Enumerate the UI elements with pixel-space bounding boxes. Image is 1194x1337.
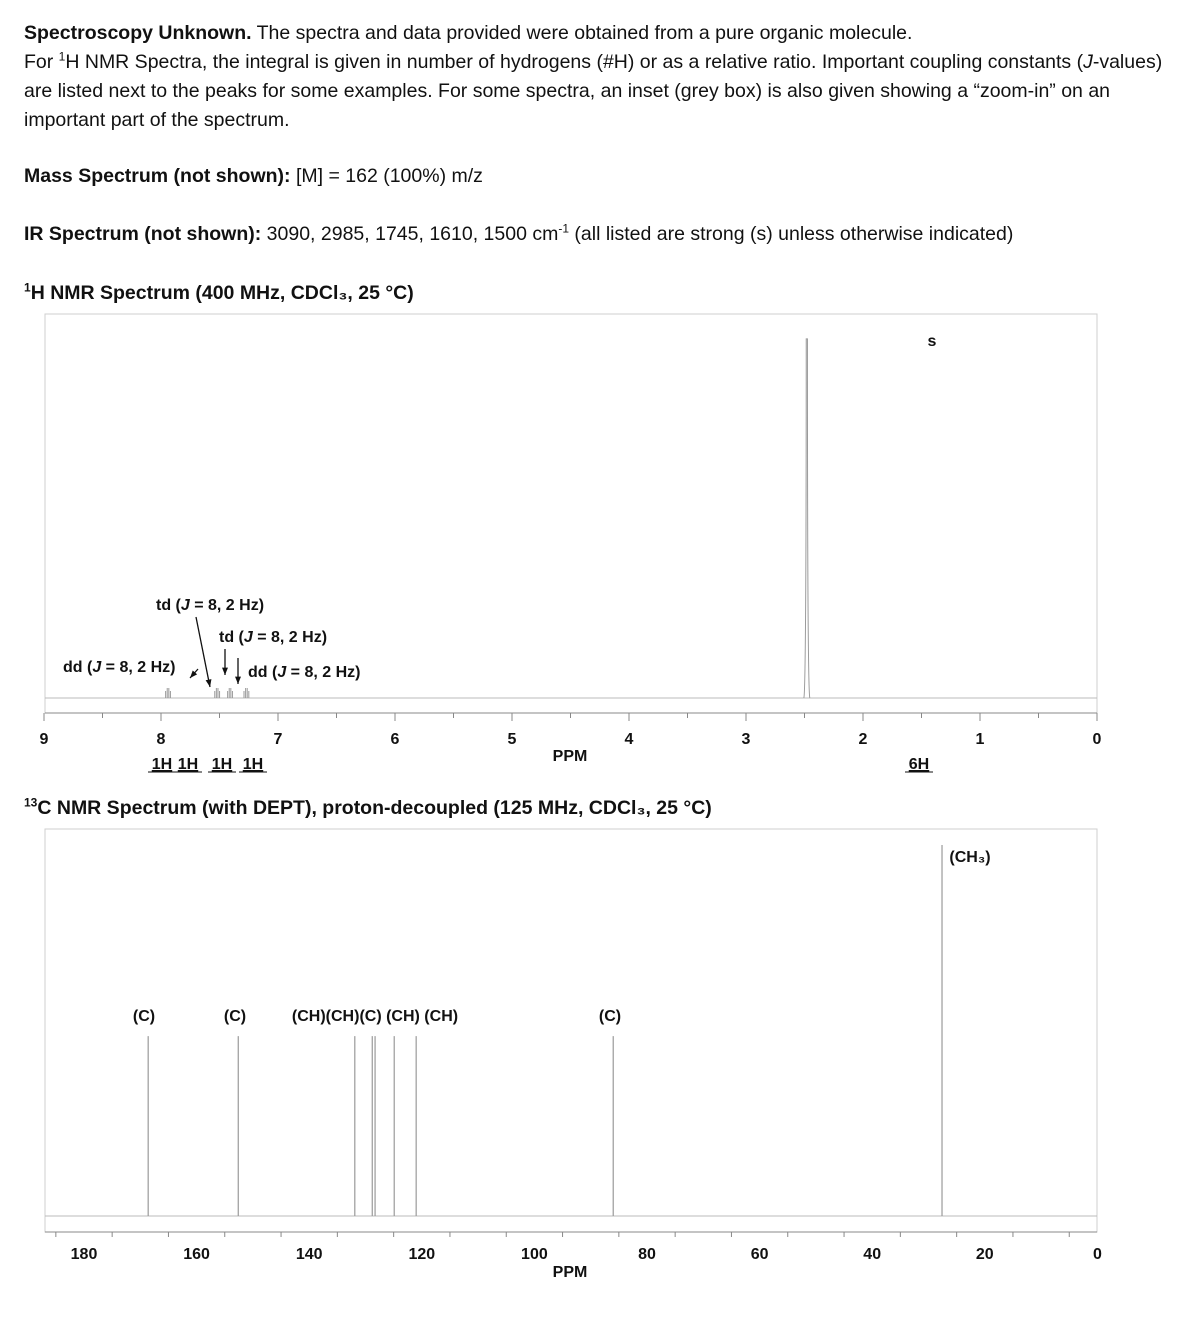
ir-sup: -1 <box>558 221 569 236</box>
cnmr-dept-label: (C) <box>223 1008 247 1025</box>
hnmr-heading-sup: 1 <box>24 280 31 295</box>
ir-label: IR Spectrum (not shown): <box>24 223 262 245</box>
hnmr-annotation-td-1: td (J = 8, 2 Hz) <box>156 597 265 614</box>
cnmr-chart <box>0 815 1194 1295</box>
hnmr-annotation-dd-2: dd (J = 8, 2 Hz) <box>248 664 361 681</box>
hnmr-peak-0 <box>166 688 171 698</box>
hnmr-tick-label: 4 <box>624 731 634 748</box>
hnmr-tick-label: 2 <box>858 731 868 748</box>
intro-p2c: -values) are listed next to the peaks for some examples. For some spectra, an inset (grey box) is also given showing a “zoom-in” on an important part of the spectrum. <box>24 51 1163 131</box>
hnmr-integral-label: 1H <box>177 756 199 773</box>
mass-label: Mass Spectrum (not shown): <box>24 165 291 187</box>
intro-sup: 1 <box>58 49 66 64</box>
hnmr-arrow-td-2-head <box>222 668 228 675</box>
cnmr-tick-label: 160 <box>183 1246 210 1263</box>
ir-value-a: 3090, 2985, 1745, 1610, 1500 cm <box>261 223 559 245</box>
hnmr-arrow-dd-2-head <box>235 677 241 684</box>
hnmr-peak-2 <box>228 688 233 698</box>
intro-j: J <box>1083 51 1093 73</box>
hnmr-integral-label: 1H <box>151 756 173 773</box>
hnmr-arrow-td-1-head <box>206 679 212 687</box>
cnmr-tick-label: 60 <box>750 1246 769 1263</box>
hnmr-annotation-s: s <box>927 333 937 350</box>
hnmr-x-axis-label: PPM <box>552 748 588 765</box>
hnmr-integral-label: 1H <box>211 756 233 773</box>
cnmr-tick-label: 140 <box>295 1246 323 1263</box>
cnmr-dept-label: (CH₃) <box>949 849 991 866</box>
cnmr-dept-label: (C) <box>598 1008 622 1025</box>
mass-value: [M] = 162 (100%) m/z <box>290 165 483 187</box>
hnmr-tick-label: 9 <box>39 731 49 748</box>
cnmr-dept-label: (C) <box>132 1008 156 1025</box>
hnmr-peak-1 <box>215 688 220 698</box>
cnmr-tick-label: 0 <box>1092 1246 1102 1263</box>
hnmr-annotation-td-2: td (J = 8, 2 Hz) <box>219 629 328 646</box>
intro-p2b: H NMR Spectra, the integral is given in number of hydrogens (#H) or as a relative ratio. Important coupling constants ( <box>65 51 1084 73</box>
hnmr-tick-label: 3 <box>741 731 751 748</box>
intro-paragraph <box>24 19 1184 135</box>
hnmr-peak-4 <box>804 339 810 698</box>
mass-spectrum-line <box>24 165 483 188</box>
hnmr-tick-label: 6 <box>390 731 400 748</box>
cnmr-heading-sup: 13 <box>24 795 38 810</box>
hnmr-tick-label: 5 <box>507 731 517 748</box>
intro-title: Spectroscopy Unknown. <box>24 22 252 44</box>
hnmr-tick-label: 7 <box>273 731 283 748</box>
cnmr-tick-label: 80 <box>638 1246 656 1263</box>
cnmr-tick-label: 40 <box>863 1246 882 1263</box>
cnmr-tick-label: 20 <box>975 1246 994 1263</box>
cnmr-tick-label: 120 <box>408 1246 436 1263</box>
hnmr-annotation-dd-1: dd (J = 8, 2 Hz) <box>63 659 176 676</box>
hnmr-tick-label: 1 <box>975 731 985 748</box>
intro-sentence: The spectra and data provided were obtained from a pure organic molecule. <box>251 22 913 44</box>
intro-p2a: For <box>24 51 59 73</box>
hnmr-chart <box>0 300 1194 780</box>
hnmr-integral-label: 1H <box>242 756 264 773</box>
cnmr-x-axis-label: PPM <box>552 1264 588 1281</box>
cnmr-plot-frame <box>45 829 1097 1232</box>
hnmr-heading-text: H NMR Spectrum (400 MHz, CDCl₃, 25 °C) <box>30 282 414 304</box>
hnmr-integral-label: 6H <box>908 756 930 773</box>
cnmr-dept-label: (CH)(CH)(C) (CH) (CH) <box>291 1008 459 1025</box>
hnmr-tick-label: 8 <box>156 731 166 748</box>
cnmr-heading-text: C NMR Spectrum (with DEPT), proton-decoupled (125 MHz, CDCl₃, 25 °C) <box>37 797 712 819</box>
ir-value-b: (all listed are strong (s) unless otherwise indicated) <box>569 223 1014 245</box>
hnmr-tick-label: 0 <box>1092 731 1102 748</box>
hnmr-arrow-td-1-shaft <box>196 617 210 687</box>
cnmr-tick-label: 100 <box>521 1246 548 1263</box>
ir-spectrum-line <box>24 223 1013 246</box>
cnmr-tick-label: 180 <box>70 1246 98 1263</box>
hnmr-peak-3 <box>244 688 249 698</box>
